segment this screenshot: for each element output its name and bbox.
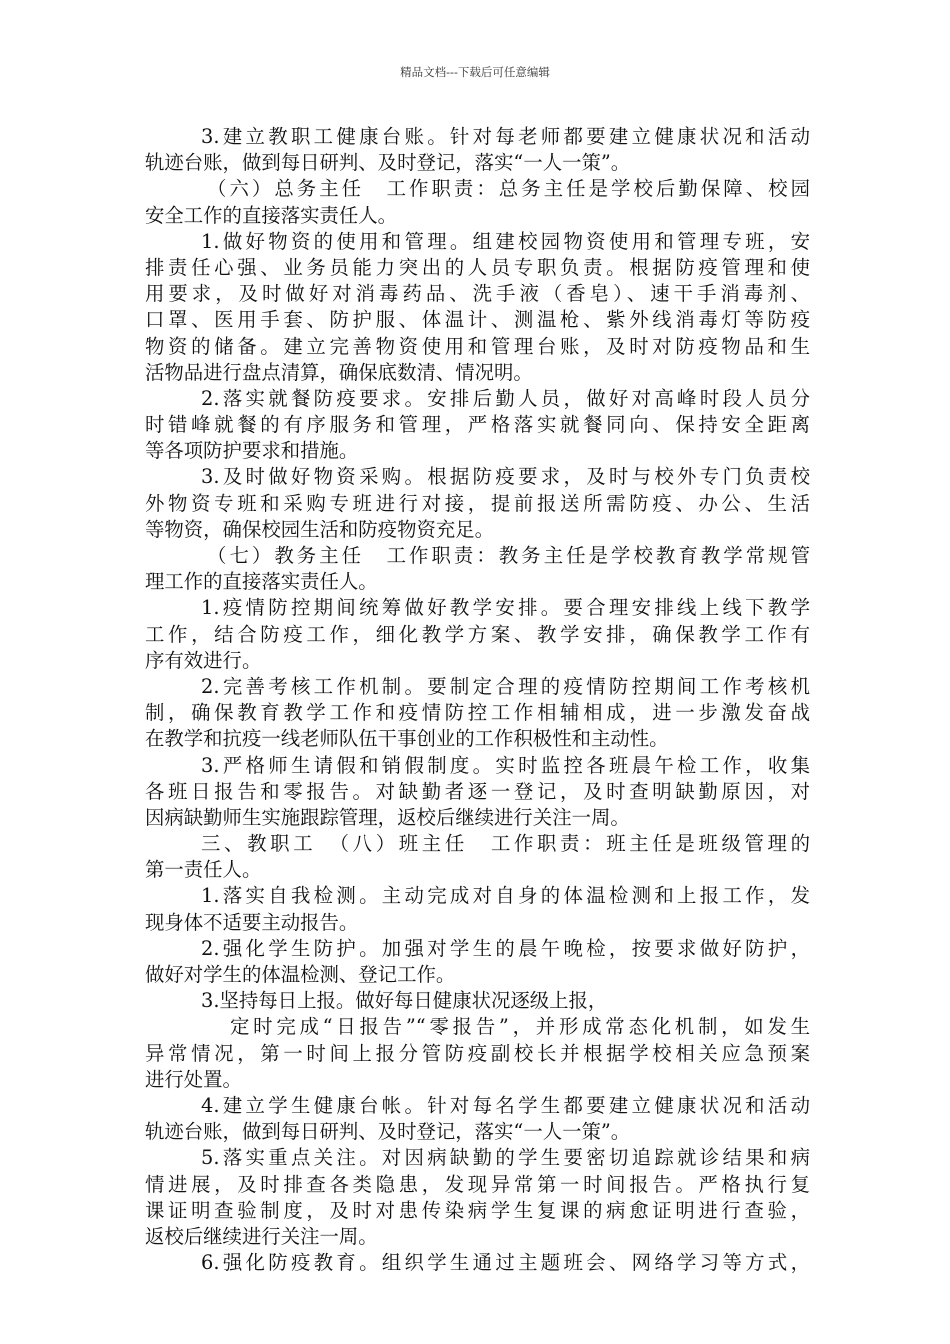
paragraph-line: 序有效进行。	[145, 648, 262, 672]
paragraph-line: 各班日报告和零报告。对缺勤者逐一登记，及时查明缺勤原因，对	[145, 779, 810, 803]
paragraph-line: 异常情况，第一时间上报分管防疫副校长并根据学校相关应急预案	[145, 1041, 810, 1065]
paragraph-line: 3.建立教职工健康台账。针对每老师都要建立健康状况和活动	[201, 125, 810, 148]
paragraph-line: 6.强化防疫教育。组织学生通过主题班会、网络学习等方式，	[201, 1251, 810, 1275]
paragraph-line: 在教学和抗疫一线老师队伍干事创业的工作积极性和主动性。	[145, 727, 669, 751]
paragraph-line: 外物资专班和采购专班进行对接，提前报送所需防疫、办公、生活	[145, 491, 810, 515]
paragraph-line: 第一责任人。	[145, 858, 262, 882]
paragraph-line: 排责任心强、业务员能力突出的人员专职负责。根据防疫管理和使	[145, 255, 810, 279]
page-header-watermark: 精品文档---下载后可任意编辑	[400, 65, 550, 79]
document-body	[145, 124, 810, 1276]
section-heading-line: （七）教务主任 工作职责：教务主任是学校教育教学常规管	[207, 544, 810, 567]
paragraph-line: 返校后继续进行关注一周。	[145, 1224, 378, 1248]
paragraph-line: 3.坚持每日上报。做好每日健康状况逐级上报，	[201, 989, 608, 1013]
paragraph-line: 情进展，及时排查各类隐患，发现异常第一时间报告。严格执行复	[145, 1172, 810, 1196]
paragraph-line: 2.完善考核工作机制。要制定合理的疫情防控期间工作考核机	[201, 674, 810, 698]
paragraph-line: 做好对学生的体温检测、登记工作。	[145, 963, 456, 986]
paragraph-line: 5.落实重点关注。对因病缺勤的学生要密切追踪就诊结果和病	[201, 1146, 810, 1170]
paragraph-line: 时错峰就餐的有序服务和管理，严格落实就餐同向、保持安全距离	[145, 413, 810, 437]
paragraph-line: 用要求，及时做好对消毒药品、洗手液（香皂）、速干手消毒剂、	[145, 282, 810, 306]
paragraph-line: 等物资，确保校园生活和防疫物资充足。	[145, 517, 495, 541]
paragraph-line: 课证明查验制度，及时对患传染病学生复课的病愈证明进行查验，	[145, 1198, 810, 1222]
paragraph-line: 轨迹台账，做到每日研判、及时登记，落实“一人一策”。	[145, 151, 631, 175]
paragraph-line: 3.及时做好物资采购。根据防疫要求，及时与校外专门负责校	[201, 465, 810, 489]
paragraph-line: 现身体不适要主动报告。	[145, 910, 359, 934]
paragraph-line: 理工作的直接落实责任人。	[145, 570, 378, 594]
paragraph-line: 轨迹台账，做到每日研判、及时登记，落实“一人一策”。	[145, 1120, 631, 1144]
paragraph-line: 1.做好物资的使用和管理。组建校园物资使用和管理专班，安	[201, 229, 810, 253]
paragraph-line: 定时完成“日报告”“零报告”，并形成常态化机制，如发生	[230, 1015, 810, 1039]
paragraph-line: 因病缺勤师生实施跟踪管理，返校后继续进行关注一周。	[145, 805, 630, 829]
paragraph-line: 物资的储备。建立完善物资使用和管理台账，及时对防疫物品和生	[145, 334, 810, 358]
section-heading-line: 三、教职工 （八）班主任 工作职责：班主任是班级管理的	[201, 832, 810, 856]
paragraph-line: 活物品进行盘点清算，确保底数清、情况明。	[145, 360, 533, 384]
paragraph-line: 进行处置。	[145, 1067, 242, 1091]
paragraph-line: 1.疫情防控期间统筹做好教学安排。要合理安排线上线下教学	[201, 596, 810, 620]
paragraph-line: 制，确保教育教学工作和疫情防控工作相辅相成，进一步激发奋战	[145, 701, 810, 725]
paragraph-line: 安全工作的直接落实责任人。	[145, 203, 398, 227]
paragraph-line: 2.落实就餐防疫要求。安排后勤人员，做好对高峰时段人员分	[201, 386, 810, 410]
paragraph-line: 4.建立学生健康台帐。针对每名学生都要建立健康状况和活动	[201, 1093, 810, 1117]
paragraph-line: 1.落实自我检测。主动完成对自身的体温检测和上报工作，发	[201, 884, 810, 908]
paragraph-line: 工作，结合防疫工作，细化教学方案、教学安排，确保教学工作有	[145, 622, 810, 646]
paragraph-line: 3.严格师生请假和销假制度。实时监控各班晨午检工作，收集	[201, 753, 810, 777]
section-heading-line: （六）总务主任 工作职责：总务主任是学校后勤保障、校园	[207, 177, 810, 201]
paragraph-line: 等各项防护要求和措施。	[145, 439, 359, 463]
paragraph-line: 2.强化学生防护。加强对学生的晨午晚检，按要求做好防护，	[201, 936, 810, 960]
paragraph-line: 口罩、医用手套、防护服、体温计、测温枪、紫外线消毒灯等防疫	[145, 308, 810, 332]
